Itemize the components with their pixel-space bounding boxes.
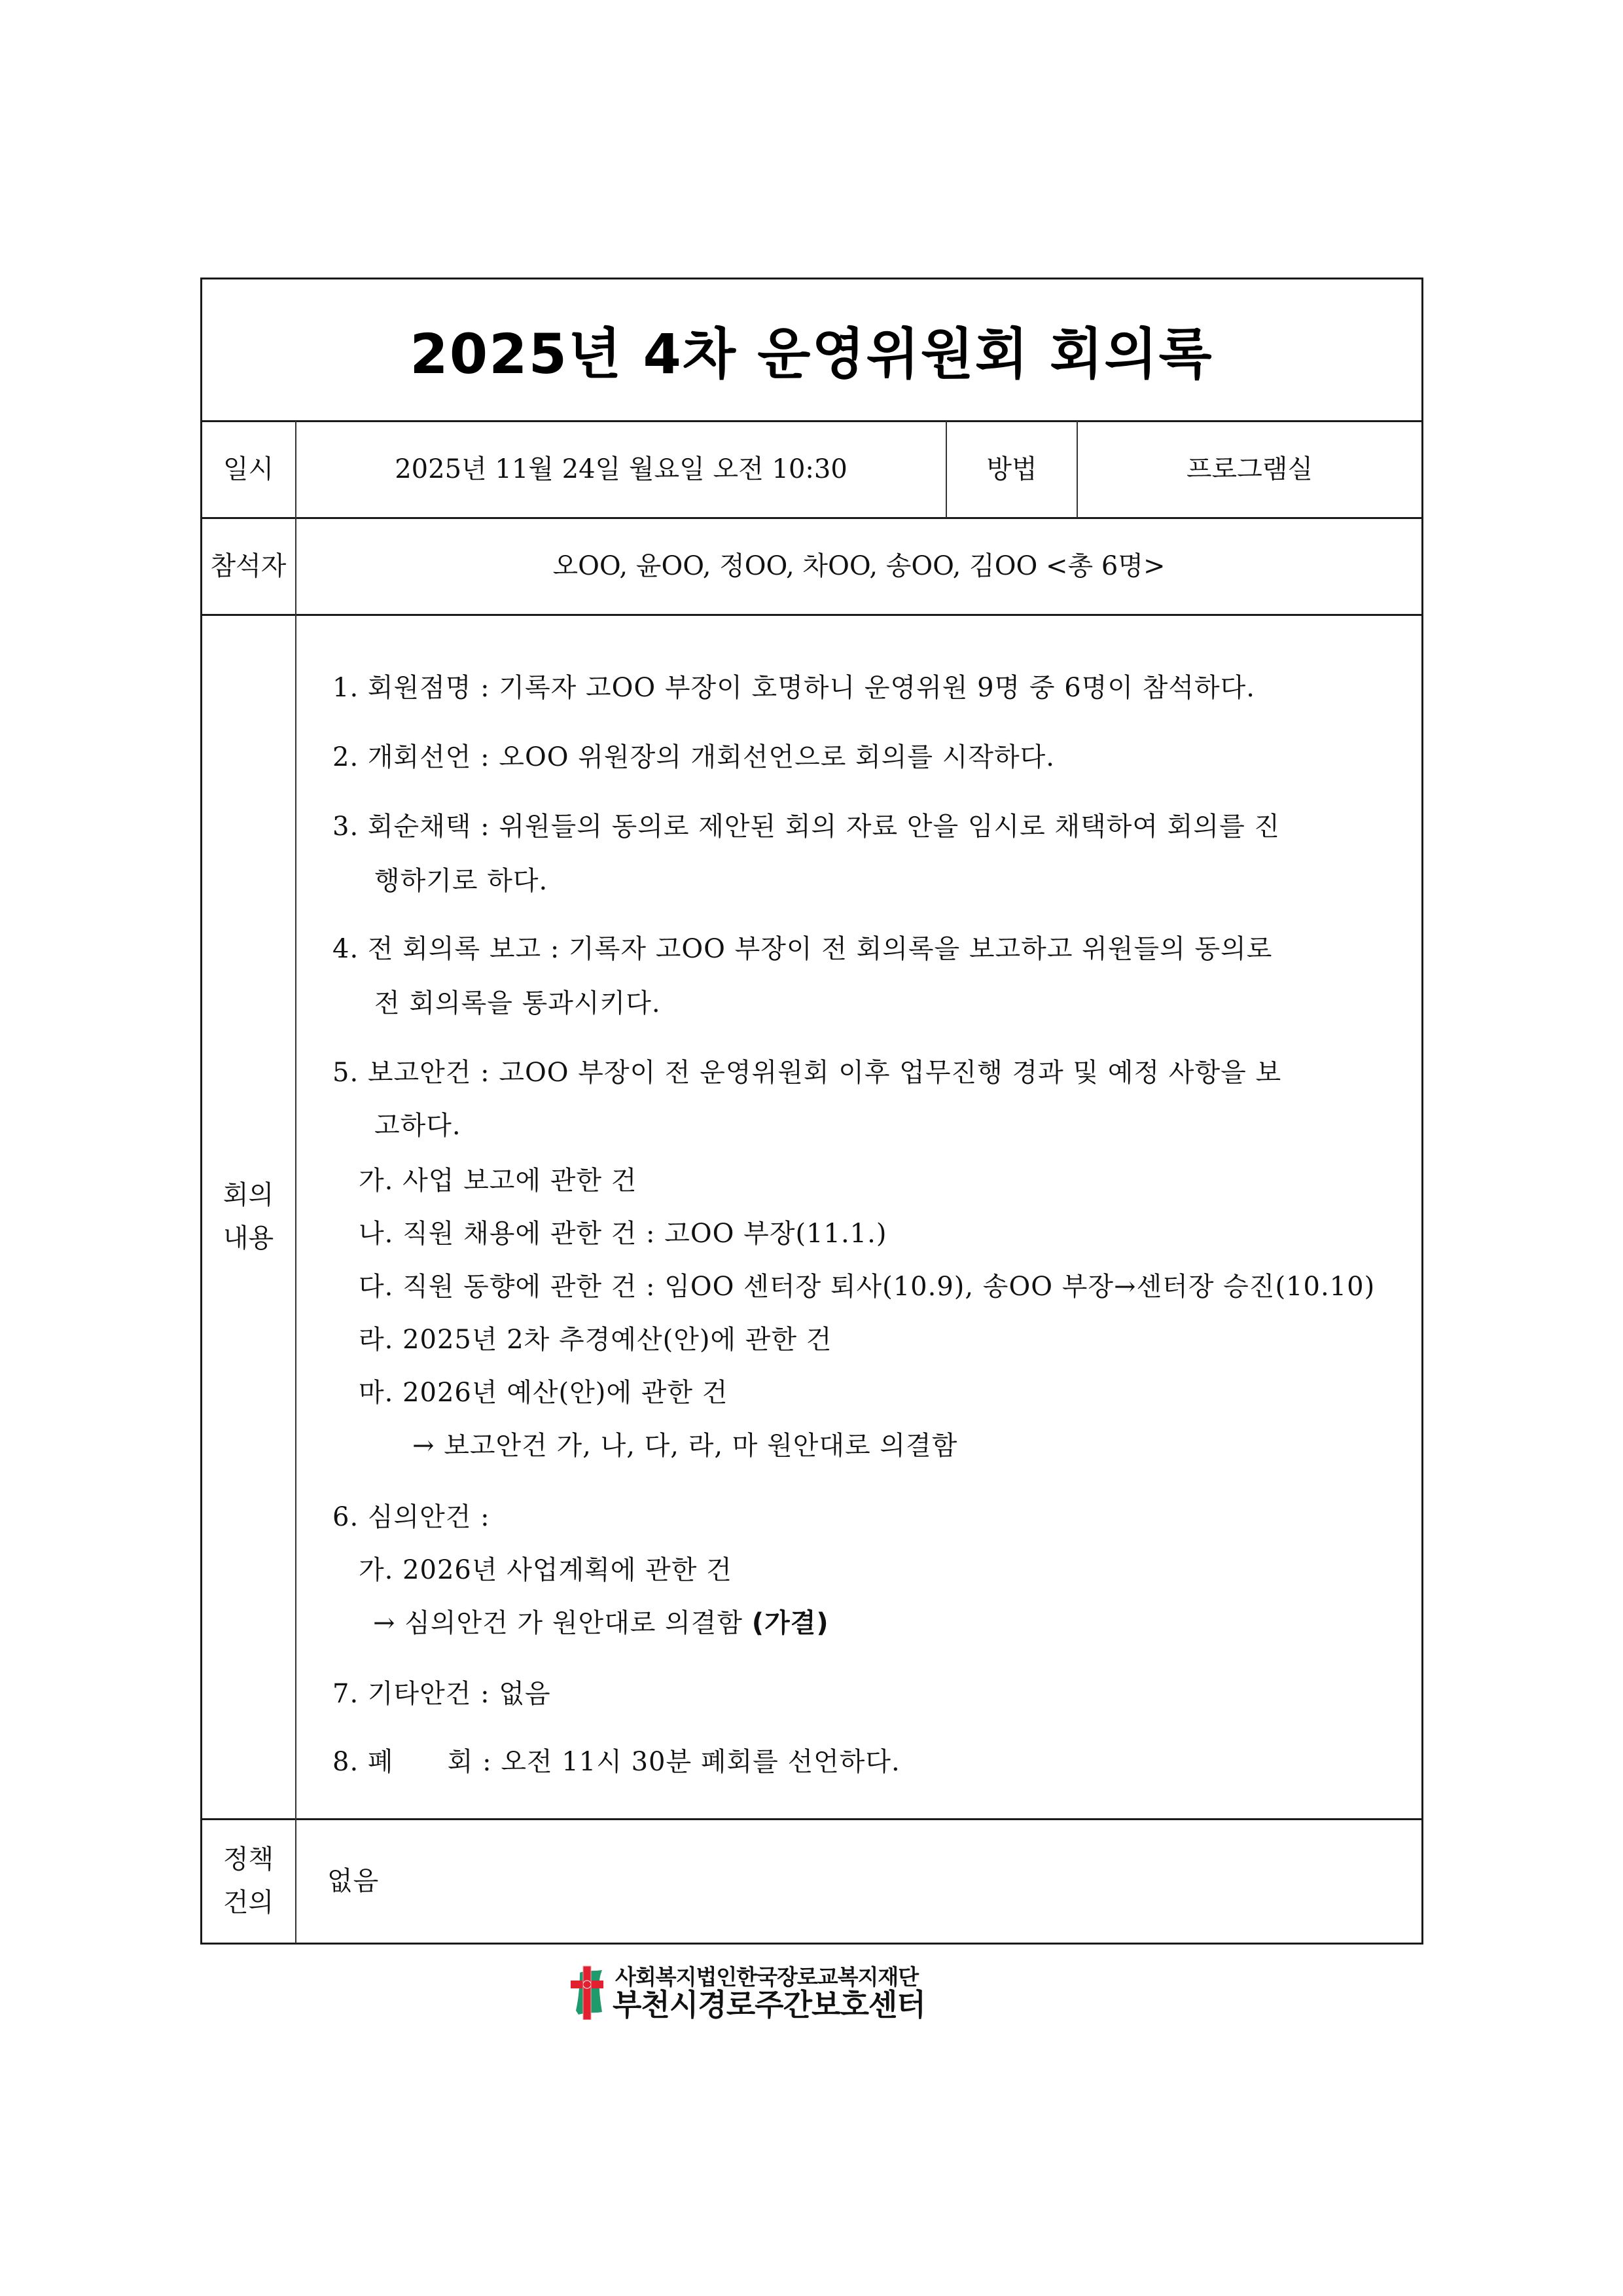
policy-label [201,1819,296,1943]
agenda-item-2: 2. 개회선언 : 오OO 위원장의 개회선언으로 회의를 시작하다. [332,742,1056,772]
agenda-item-7: 7. 기타안건 : 없음 [332,1679,551,1709]
agenda-item-5: 5. 보고안건 : 고OO 부장이 전 운영위원회 이후 업무진행 경과 및 예정 사항을 보 [332,1058,1282,1088]
agenda-item-3-cont: 행하기로 하다. [374,866,548,896]
attendees-label: 참석자 [210,551,287,581]
center-name: 부천시경로주간보호센터 [613,1987,925,2022]
policy-label-line2: 건의 [223,1888,274,1918]
attendees-value: 오OO, 윤OO, 정OO, 차OO, 송OO, 김OO <총 6명> [552,551,1166,581]
document-title: 2025년 4차 운영위원회 회의록 [410,321,1213,386]
deliberation-resolution [373,1610,829,1636]
table-border-bottom [201,1943,1423,1945]
policy-value: 없음 [327,1866,380,1896]
agenda-item-4-cont: 전 회의록을 통과시키다. [374,988,661,1018]
cross-scroll-icon [568,1965,610,2020]
deliberation-subitem-ga: 가. 2026년 사업계획에 관한 건 [359,1555,732,1585]
report-subitem-da: 다. 직원 동향에 관한 건 : 임OO 센터장 퇴사(10.9), 송OO 부장→센터장 승진(10.10) [359,1272,1376,1302]
agenda-item-6: 6. 심의안건 : [332,1502,490,1532]
agenda-item-5-cont: 고하다. [374,1111,461,1141]
agenda-item-1: 1. 회원점명 : 기록자 고OO 부장이 호명하니 운영위원 9명 중 6명이 참석하다. [332,673,1255,703]
agenda-item-3: 3. 회순채택 : 위원들의 동의로 제안된 회의 자료 안을 임시로 채택하여 회의를 진 [332,812,1281,842]
organization-logo [568,1965,987,2020]
content-label-line1: 회의 [223,1180,274,1210]
report-subitem-ra: 라. 2025년 2차 추경예산(안)에 관한 건 [359,1325,832,1355]
report-subitem-na: 나. 직원 채용에 관한 건 : 고OO 부장(11.1.) [359,1219,887,1249]
agenda-item-8: 8. 폐 회 : 오전 11시 30분 폐회를 선언하다. [332,1747,901,1777]
report-subitem-ga: 가. 사업 보고에 관한 건 [359,1166,637,1196]
resolution-passed-badge: (가결) [751,1608,829,1638]
agenda-item-4: 4. 전 회의록 보고 : 기록자 고OO 부장이 전 회의록을 보고하고 위원들의 동의로 [332,934,1273,964]
datetime-label: 일시 [223,454,274,484]
method-label: 방법 [986,454,1037,484]
method-value: 프로그램실 [1186,454,1313,484]
report-subitem-ma: 마. 2026년 예산(안)에 관한 건 [359,1378,728,1408]
org-name: 사회복지법인한국장로교복지재단 [615,1964,919,1990]
row-divider-content [201,1818,1423,1820]
policy-label-line1: 정책 [223,1844,274,1874]
content-label-line2: 내용 [223,1223,274,1253]
datetime-value: 2025년 11월 24일 월요일 오전 10:30 [395,454,847,484]
content-label [201,615,296,1819]
deliberation-resolution-text: → 심의안건 가 원안대로 의결함 [373,1608,743,1638]
report-resolution: → 보고안건 가, 나, 다, 라, 마 원안대로 의결함 [412,1431,958,1461]
